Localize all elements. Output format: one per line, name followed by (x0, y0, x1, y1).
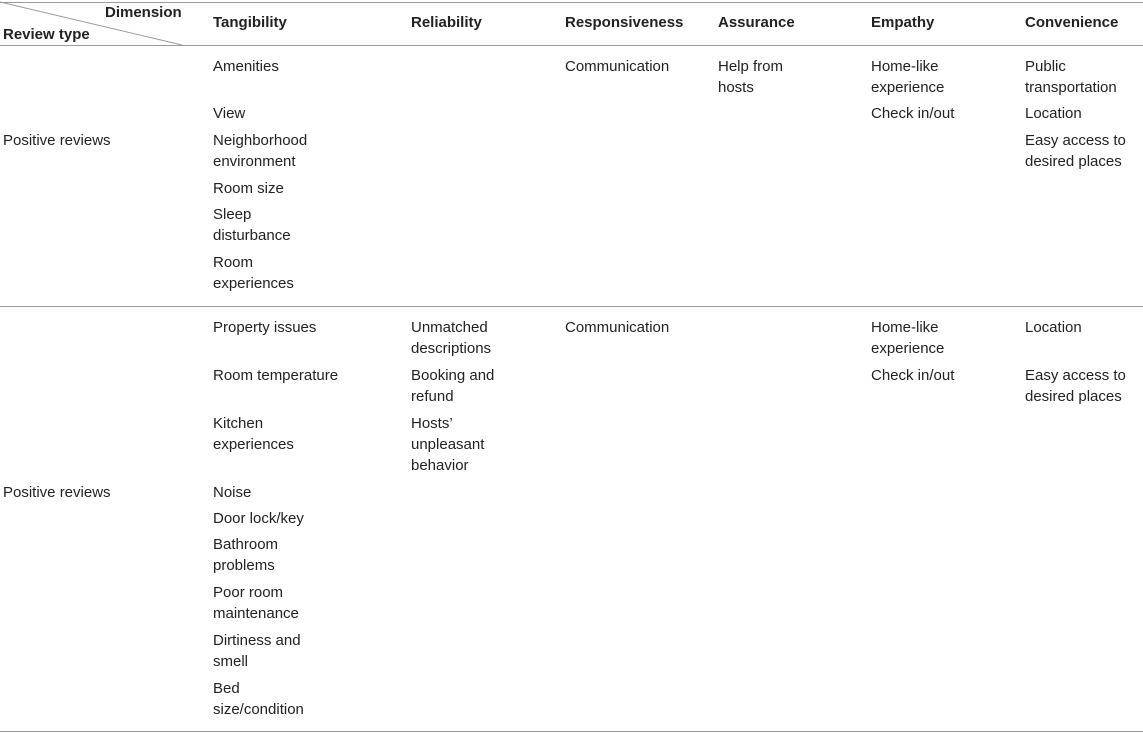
table-cell: Neighborhood environment (213, 132, 308, 170)
review-type-label: Review type (3, 26, 90, 43)
table-cell: Room experiences (213, 254, 294, 292)
table-cell: Door lock/key (213, 510, 304, 527)
table-cell: Sleep disturbance (213, 206, 291, 244)
table-bottom-rule (0, 731, 1143, 732)
table-cell: Check in/out (871, 105, 955, 122)
column-header-convenience: Convenience (1025, 14, 1119, 31)
column-header-responsiveness: Responsiveness (565, 14, 684, 31)
column-header-empathy: Empathy (871, 14, 935, 31)
table-cell: Communication (565, 58, 670, 75)
table-cell: Hosts’ unpleasant behavior (411, 415, 485, 474)
table-cell: Help from hosts (718, 58, 784, 96)
table-cell: View (213, 105, 246, 122)
table-cell: Dirtiness and smell (213, 632, 301, 670)
table-cell: Bathroom problems (213, 536, 279, 574)
table-cell: Check in/out (871, 367, 955, 384)
table-cell: Room size (213, 180, 284, 197)
table-cell: Poor room maintenance (213, 584, 299, 622)
table-cell: Home-like experience (871, 319, 945, 357)
table-cell: Kitchen experiences (213, 415, 294, 453)
table-cell: Easy access to desired places (1025, 132, 1126, 170)
table-cell: Easy access to desired places (1025, 367, 1126, 405)
table-cell: Home-like experience (871, 58, 945, 96)
table-cell: Noise (213, 484, 252, 501)
table-cell: Location (1025, 319, 1082, 336)
table-cell: Public transportation (1025, 58, 1117, 96)
table-cell: Room temperature (213, 367, 339, 384)
table-cell: Communication (565, 319, 670, 336)
column-header-tangibility: Tangibility (213, 14, 287, 31)
column-header-assurance: Assurance (718, 14, 795, 31)
row-label: Positive reviews (3, 132, 111, 149)
table-cell: Amenities (213, 58, 279, 75)
row-label: Positive reviews (3, 484, 111, 501)
column-header-reliability: Reliability (411, 14, 482, 31)
dimension-label: Dimension (105, 4, 182, 21)
table-cell: Location (1025, 105, 1082, 122)
table-cell: Property issues (213, 319, 317, 336)
table-cell: Booking and refund (411, 367, 495, 405)
table-cell: Unmatched descriptions (411, 319, 492, 357)
table-cell: Bed size/condition (213, 680, 304, 718)
row-separator-rule (0, 306, 1143, 307)
